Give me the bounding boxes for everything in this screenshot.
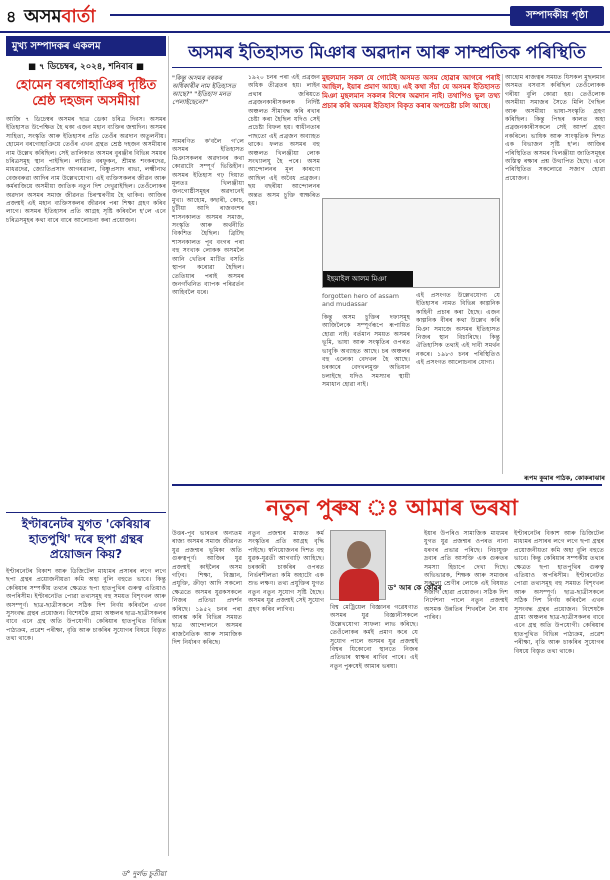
masthead	[0, 0, 610, 32]
second-article-col3: বিশ্ব মেট্ৰিয়েল বিজ্ঞানৰ গৱেষণাত অসমৰ যুৱ বিজ্ঞানীসকলে উল্লেখযোগ্য সাফল্য লাভ কৰিছে। তেওঁলোকৰ কৰ্মই প্ৰমাণ কৰে যে সুযোগ পালে অসমৰ যুৱ প্ৰজন্মই বিশ্বৰ যিকোনো স্থানতে নিজৰ প্ৰতিভাৰ স্বাক্ষৰ ৰাখিব পাৰে। এই নতুন পুৰুষেই আমাৰ ভৰষা।	[330, 604, 418, 670]
main-article-byline: ৰূপম কুমাৰ পাঠক, কোকৰাঝাৰ	[524, 474, 605, 482]
sub-article-headline[interactable]: ইণ্টাৰনেটৰ যুগত 'কেৰিয়াৰ হাতপুথি' দৰে ছপা গ্ৰন্থৰ প্ৰয়োজন কিয়?	[6, 512, 166, 562]
editorial-date: ■ ৭ ডিচেম্বৰ, ২০২৪, শনিবাৰ ■	[28, 62, 144, 72]
page-number: ৪	[6, 7, 17, 26]
sub-article-byline: ড° দুৰ্লভ চুতীয়া	[121, 870, 166, 878]
editorial-headline[interactable]: হোমেন বৰগোহাঞিৰ দৃষ্টিত শ্ৰেষ্ঠ দহজন অসমীয়া	[15, 78, 157, 109]
top-divider	[0, 31, 610, 33]
main-article-col5: আহোম ৰাজত্বৰ সময়ত যিসকল মুছলমান অসমত বসবাস কৰিছিল তেওঁলোকক গৰীয়া বুলি কোৱা হয়। তেওঁলোক অসমীয়া সমাজৰ সৈতে মিলি গৈছিল আৰু অসমীয়া ভাষা-সংস্কৃতি গ্ৰহণ কৰিছিল। কিন্তু পিছৰ কালত অহা প্ৰব্ৰজনকাৰীসকলে সেই আদৰ্শ গ্ৰহণ নকৰিলে। ভাষিক আৰু সাংস্কৃতিক দিশত এক বিভাজন সৃষ্টি হ'ল। আজিৰ পৰিস্থিতিত অসমৰ খিলঞ্জীয়া জাতিসমূহৰ অস্তিত্ব ৰক্ষাৰ প্ৰশ্ন উত্থাপিত হৈছে। এনে পৰিস্থিতিত সকলোৱে সজাগ হোৱা প্ৰয়োজন।	[505, 74, 605, 182]
column-divider-right	[502, 74, 503, 474]
main-article-col1: সামৰণিত ক'বলৈ গ'লে অসমৰ ইতিহাসত মিঞাসকলৰ অৱদানৰ কথা কোৱাটো সম্পূৰ্ণ ভিত্তিহীন। অসমৰ ইতিহাস গঢ় দিয়াত মূলতঃ খিলঞ্জীয়া জনগোষ্ঠীসমূহৰ অৱদানেই মুখ্য। আহোম, কছাৰী, কোচ, চুটীয়া আদি ৰাজবংশৰ শাসনকালত অসমৰ সমাজ, সংস্কৃতি আৰু অৰ্থনীতি বিকশিত হৈছিল। ব্ৰিটিছ শাসনকালত পূব বংগৰ পৰা বহু সংখ্যক লোকক অসমলৈ আনি খেতিৰ মাটিত বসতি স্থাপন কৰোৱা হৈছিল। তেতিয়াৰ পৰাই অসমৰ জনগাঁথনিত ব্যাপক পৰিৱৰ্তন আহিবলৈ ধৰে।	[172, 138, 244, 297]
logo-main: অসম	[24, 6, 62, 27]
photo-label: ইছমাইল আলম মিঞা	[323, 271, 413, 287]
newspaper-logo[interactable]	[24, 2, 95, 33]
article-photo	[322, 198, 500, 288]
column-divider	[168, 36, 169, 856]
main-article-lead: মুছলমান সকল যে গোটেই অসমত অসম হোৱাৰ আগৰে পৰাই আছিল, ইয়াৰ প্ৰমাণ আছে। এই কথা সঁচা যে অসমৰ ইতিহাসত মিঞা মুছলমান সকলৰ বিশেষ অৱদান নাই। তথাপিও ভুল তথ্য প্ৰচাৰ কৰি অসমৰ ইতিহাস বিকৃত কৰাৰ অপচেষ্টা চলি আছে।	[322, 74, 500, 110]
author-head-shape	[347, 541, 371, 569]
second-article-col2: নতুন প্ৰজন্মৰ মাজত কৰ্ম সংস্কৃতিৰ প্ৰতি আগ্ৰহ বৃদ্ধি পাইছে। স্বনিয়োজনৰ দিশত বহু যুৱক-যুৱতী আগবাঢ়ি আহিছে। চৰকাৰী চাকৰিৰ ওপৰত নিৰ্ভৰশীলতা কমি অহাটো এক শুভ লক্ষণ। তথ্য প্ৰযুক্তিৰ যুগত নতুন নতুন সুযোগ সৃষ্টি হৈছে। অসমৰ যুৱ প্ৰজন্মই সেই সুযোগ গ্ৰহণ কৰিব লাগিব।	[248, 530, 324, 613]
second-article-col5: ইণ্টাৰনেটৰ বিকাশ আৰু ডিজিটেল মাধ্যমৰ প্ৰসাৰৰ লগে লগে ছপা গ্ৰন্থৰ প্ৰয়োজনীয়তা কমি অহা বুলি বহুতে ভাবে। কিন্তু কেৰিয়াৰ সম্পৰ্কীয় তথ্যৰ ক্ষেত্ৰত ছপা হাতপুথিৰ গুৰুত্ব এতিয়াও অপৰিসীম। ইণ্টাৰনেটত পোৱা তথ্যসমূহ বহু সময়ত বিশৃংখল আৰু অসম্পূৰ্ণ। ছাত্ৰ-ছাত্ৰীসকলে সঠিক দিশ নিৰ্ণয় কৰিবলৈ এখন সুসংবদ্ধ গ্ৰন্থৰ প্ৰয়োজন। বিশেষকৈ গ্ৰাম্য অঞ্চলৰ ছাত্ৰ-ছাত্ৰীসকলৰ বাবে এনে গ্ৰন্থ অতি উপযোগী। কেৰিয়াৰ হাতপুথিত বিভিন্ন পাঠ্যক্ৰম, প্ৰৱেশ পৰীক্ষা, বৃত্তি আৰু চাকৰিৰ সুযোগৰ বিষয়ে বিস্তৃত তথ্য থাকে।	[514, 530, 604, 655]
main-article-col3: কিন্তু অসম চুক্তিৰ দফাসমূহ আজিলৈকে সম্পূৰ্ণৰূপে ৰূপায়িত হোৱা নাই। বৰ্তমান সময়ত অসমৰ ভূমি, ভাষা আৰু সংস্কৃতিৰ ওপৰত ভাবুকি অব্যাহত আছে। চৰ অঞ্চলৰ বহু এলেকা বেদখল হৈ আছে। চৰকাৰে বেদখলমুক্ত অভিযান চলাইছে যদিও সমস্যাৰ স্থায়ী সমাধান হোৱা নাই।	[322, 314, 410, 389]
second-article-col4: ইয়াৰ উপৰিও সামাজিক মাধ্যমৰ যুগত যুৱ প্ৰজন্মৰ ওপৰত নানা ধৰণৰ প্ৰভাৱ পৰিছে। নিচাযুক্ত দ্ৰব্যৰ প্ৰতি আসক্তি এক গুৰুতৰ সমস্যা হিচাপে দেখা দিছে। অভিভাৱক, শিক্ষক আৰু সমাজৰ সকলো শ্ৰেণীৰ লোকে এই বিষয়ত সজাগ হোৱা প্ৰয়োজন। সঠিক দিশ নিৰ্দেশনা পালে নতুন প্ৰজন্মই অসমক উন্নতিৰ শিখৰলৈ লৈ যাব পাৰিব।	[424, 530, 508, 622]
editorial-body: আজি ৭ ডিচেম্বৰ অসমৰ ছাত্ৰ ডেকা চৰিত্ৰ দিবস। অসমৰ ইতিহাসত উপেক্ষিত হৈ থকা এজন মহান ব্যক্তিৰ জন্মদিন। অসমৰ সাহিত্য, সংস্কৃতি আৰু ইতিহাসৰ প্ৰতি তেওঁৰ অৱদান অতুলনীয়। হোমেন বৰগোহাঞিয়ে তেওঁৰ এখন গ্ৰন্থত শ্ৰেষ্ঠ দহজন অসমীয়াৰ নাম উল্লেখ কৰিছিল। সেই তালিকাত অসমৰ বুৰঞ্জীৰ বিভিন্ন সময়ৰ চৰিত্ৰসমূহ স্থান পাইছিল। লাচিত বৰফুকন, শ্ৰীমন্ত শংকৰদেৱ, মাধৱদেৱ, জ্যোতিপ্ৰসাদ আগৰৱালা, বিষ্ণুপ্ৰসাদ ৰাভা, লক্ষ্মীনাথ বেজবৰুৱা আদিৰ নাম উল্লেখযোগ্য। এই ব্যক্তিসকলৰ জীৱন আৰু কৰ্মৰাজিয়ে অসমীয়া জাতিক নতুন দিশ দেখুৱাইছিল। তেওঁলোকৰ অৱদান অসমৰ সমাজ জীৱনত চিৰস্মৰণীয় হৈ থাকিব। আজিৰ প্ৰজন্মই এই মহান ব্যক্তিসকলৰ জীৱনৰ পৰা শিক্ষা গ্ৰহণ কৰিব লাগে। অসমৰ ইতিহাসৰ প্ৰতি আগ্ৰহ সৃষ্টি কৰিবলৈ হ'লে এনে চৰিত্ৰসমূহৰ কথা বাৰে বাৰে আলোচনা কৰা প্ৰয়োজন।	[6, 116, 166, 224]
main-article-col2: ১৯২০ চনৰ পৰা এই প্ৰব্ৰজন অধিক তীব্ৰতৰ হয়। লাইন প্ৰথাৰ জৰিয়তে প্ৰব্ৰজনকাৰীসকলক নিৰ্দিষ্ট অঞ্চলত সীমাবদ্ধ কৰি ৰখাৰ চেষ্টা কৰা হৈছিল যদিও সেই প্ৰচেষ্টা বিফল হয়। স্বাধীনতাৰ পাছতো এই প্ৰব্ৰজন অব্যাহত থাকে। ফলত অসমৰ বহু অঞ্চলত খিলঞ্জীয়া লোক সংখ্যালঘু হৈ পৰে। অসম আন্দোলনৰ মূল কাৰণো আছিল এই অবৈধ প্ৰব্ৰজন। ছয় বছৰীয়া আন্দোলনৰ অন্তত অসম চুক্তি স্বাক্ষৰিত হয়।	[248, 74, 320, 208]
author-body-shape	[339, 569, 379, 601]
section-tag: সম্পাদকীয় পৃষ্ঠা	[510, 6, 604, 26]
pull-quote: "কিন্তু অসমৰ বৰকৰ অধিকাৰীৰ নাম ইতিহাসত আছে?" "ইতিহাস মনত পেলাইছেনে?"	[172, 74, 236, 106]
second-article-col1: উত্তৰ-পূব ভাৰতৰ অন্যতম ৰাজ্য অসমৰ সমাজ জীৱনত যুৱ প্ৰজন্মৰ ভূমিকা অতি গুৰুত্বপূৰ্ণ। আজিৰ যুৱ প্ৰজন্মই কাইলৈৰ অসম গঢ়িব। শিক্ষা, বিজ্ঞান, প্ৰযুক্তি, ক্ৰীড়া আদি সকলো ক্ষেত্ৰতে অসমৰ যুৱকসকলে নিজৰ প্ৰতিভা প্ৰদৰ্শন কৰিছে। ১৯৫২ চনৰ পৰা আৰম্ভ কৰি বিভিন্ন সময়ত ছাত্ৰ আন্দোলনে অসমৰ ৰাজনৈতিক আৰু সামাজিক দিশ নিৰ্ধাৰণ কৰিছে।	[172, 530, 242, 647]
editorial-column	[6, 36, 166, 878]
author-photo	[330, 530, 386, 600]
main-article-col4: এই প্ৰসংগত উল্লেখযোগ্য যে ইতিহাসৰ নামত বিভিন্ন কাল্পনিক কাহিনী প্ৰচাৰ কৰা হৈছে। এজন কাল্পনিক বীৰৰ কথা উল্লেখ কৰি মিঞা সমাজে অসমৰ ইতিহাসত নিজৰ স্থান বিচাৰিছে। কিন্তু ঐতিহাসিক তথ্যই এই দাবী সমৰ্থন নকৰে। ১৯৮৩ চনৰ পৰিস্থিতিও এই প্ৰসংগত আলোচনাৰ যোগ্য।	[416, 292, 500, 367]
second-article-headline[interactable]: নতুন পুৰুষ ঃ আমাৰ ভৰষা	[266, 495, 518, 521]
section-divider	[172, 484, 602, 486]
author-name: ড° আৰ কে কোঁৱৰ	[388, 584, 442, 592]
main-article	[172, 74, 500, 472]
photo-caption: forgotten hero of assam and mudassar	[322, 292, 399, 308]
sub-article-body: ইণ্টাৰনেটৰ বিকাশ আৰু ডিজিটেল মাধ্যমৰ প্ৰসাৰৰ লগে লগে ছপা গ্ৰন্থৰ প্ৰয়োজনীয়তা কমি অহা বুলি বহুতে ভাবে। কিন্তু কেৰিয়াৰ সম্পৰ্কীয় তথ্যৰ ক্ষেত্ৰত ছপা হাতপুথিৰ গুৰুত্ব এতিয়াও অপৰিসীম। ইণ্টাৰনেটত পোৱা তথ্যসমূহ বহু সময়ত বিশৃংখল আৰু অসম্পূৰ্ণ। ছাত্ৰ-ছাত্ৰীসকলে সঠিক দিশ নিৰ্ণয় কৰিবলৈ এখন সুসংবদ্ধ গ্ৰন্থৰ প্ৰয়োজন। বিশেষকৈ গ্ৰাম্য অঞ্চলৰ ছাত্ৰ-ছাত্ৰীসকলৰ বাবে এনে গ্ৰন্থ অতি উপযোগী। কেৰিয়াৰ হাতপুথিত বিভিন্ন পাঠ্যক্ৰম, প্ৰৱেশ পৰীক্ষা, বৃত্তি আৰু চাকৰিৰ সুযোগৰ বিষয়ে বিস্তৃত তথ্য থাকে।	[6, 568, 166, 643]
masthead-rule	[110, 14, 510, 16]
logo-accent: বাৰ্তা	[61, 6, 96, 27]
editorial-bar: মুখ্য সম্পাদকৰ একলম	[6, 36, 166, 56]
main-article-headline[interactable]: অসমৰ ইতিহাসত মিঞাৰ অৱদান আৰু সাম্প্ৰতিক পৰিস্থিতি	[172, 38, 602, 68]
